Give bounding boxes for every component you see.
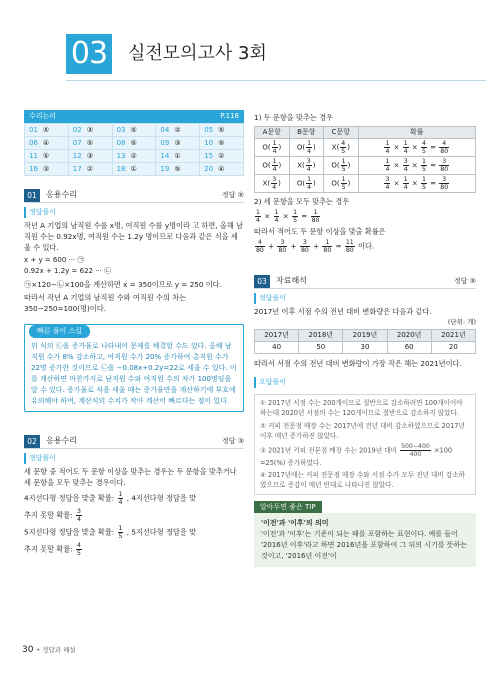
- answer-cell: [25, 124, 69, 137]
- change-value: 20: [431, 342, 475, 354]
- numerator: 3: [272, 176, 277, 183]
- denominator: 4: [307, 148, 312, 155]
- numerator: 4: [76, 541, 81, 549]
- table-cell: X( $\frac{3}{4}$ ): [289, 157, 324, 175]
- answer-number: 09: [160, 138, 170, 147]
- quick-tip-text: 위 식의 ㉡을 증가율로 나타내어 문제를 해결할 수도 있다. 올해 남직원 수가 8% 감소하고, 여직원 수가 20% 증가하여 총직원 수가 22명 증가한 것이므로 ㉡을 −0.08x+0.2y=22로 세울 수 있다. 이를 계산하면 마찬가지로 남직원 수와 여직원 수의 차가 100명임을 알 수 있다. 증가율로 식을 세울 때는 증가율만을 계산하기에 부호에 유의해야 하며, 계산식의 수치가 작아 계산이 빠르다는 점이 있다.: [31, 342, 237, 405]
- prob-text: 5지선다형 정답을 맞출 확률:: [24, 527, 115, 537]
- question-02-header: [24, 434, 244, 449]
- mark: O: [262, 161, 268, 170]
- answer-cell: [112, 163, 156, 176]
- mark: O: [262, 143, 268, 152]
- fraction: [311, 209, 321, 224]
- answer-choice: ④: [42, 138, 50, 147]
- mark: O: [296, 179, 303, 188]
- fraction: [403, 158, 409, 173]
- equation-1: x + y = 600 ··· ㉠: [24, 256, 85, 265]
- numerator: 11: [345, 239, 354, 247]
- fraction: [403, 176, 409, 191]
- bookstore-change-table: [254, 329, 476, 354]
- answer-number: 10: [204, 138, 214, 147]
- tip-title: '이전'과 '이후'의 의미: [261, 519, 329, 528]
- prob-text: 4지선다형 정답을 맞출 확률:: [24, 493, 115, 503]
- numerator: 1: [385, 158, 390, 165]
- prob-line-4: [24, 542, 244, 557]
- solution-label: 정답풀이: [24, 207, 244, 218]
- answer-cell: [25, 137, 69, 150]
- numerator: 4: [439, 140, 449, 148]
- change-value: 40: [255, 342, 299, 354]
- answer-row: [25, 137, 244, 150]
- table-cell: $\frac{1}{4}$ × $\frac{3}{4}$ × $\frac{1}{5}$ = $\frac{3}{80}$: [358, 157, 475, 175]
- table-row: [255, 157, 476, 175]
- year-header: 2021년: [431, 330, 475, 342]
- question-answer: 정답 ⑤: [221, 190, 244, 199]
- numerator: 500−400: [401, 442, 430, 450]
- fraction: [400, 443, 431, 458]
- numerator: 3: [76, 507, 81, 515]
- case-2-equation: $\frac{1}{4}$ × $\frac{1}{4}$ × $\frac{1}{5}$ = $\frac{1}{80}$: [256, 209, 320, 225]
- unit-label: (단위: 개): [447, 318, 476, 327]
- denominator: 80: [440, 166, 449, 173]
- answer-choice: ⑤: [86, 138, 93, 147]
- fraction: [255, 209, 261, 224]
- numerator: 1: [311, 209, 321, 217]
- answer-cell: [112, 150, 156, 163]
- numerator: 1: [118, 490, 123, 498]
- solution-text: 세 문항 중 적어도 두 문항 이상을 맞추는 경우는 두 문항을 맞추거나 세 문항을 모두 맞추는 경우이다.: [24, 467, 237, 488]
- answer-cell: [156, 163, 200, 176]
- denominator: 80: [300, 247, 309, 255]
- question-number: 01: [24, 189, 40, 202]
- answer-choice: ③: [174, 138, 181, 147]
- table-cell: $\frac{1}{4}$ × $\frac{1}{4}$ × $\frac{4}{5}$ = $\frac{4}{80}$: [358, 139, 475, 157]
- answer-cell: [68, 150, 112, 163]
- fraction: [271, 176, 277, 191]
- prob-line-2: [24, 508, 244, 523]
- change-value: 30: [343, 342, 387, 354]
- answer-cell: [68, 124, 112, 137]
- page-number: 30: [22, 645, 34, 655]
- denominator: 80: [440, 184, 449, 191]
- numerator: 3: [439, 176, 449, 184]
- denominator: 4: [385, 166, 390, 173]
- denominator: 4: [272, 166, 277, 173]
- page-footer: [22, 644, 76, 658]
- wrong-3-text: ③ 2021년 커피 전문점 매장 수는 2019년 대비: [260, 446, 397, 455]
- mark: O: [331, 179, 337, 188]
- numerator: 3: [277, 239, 287, 247]
- answer-cell: [25, 163, 69, 176]
- answer-choice: ⑤: [174, 164, 181, 173]
- table-cell: O( $\frac{1}{4}$ ): [255, 157, 290, 175]
- table-cell: X( $\frac{3}{4}$ ): [255, 175, 290, 193]
- answer-cell: [68, 137, 112, 150]
- numerator: 1: [272, 140, 277, 147]
- solution-label: 정답풀이: [24, 453, 244, 464]
- denominator: 5: [422, 148, 426, 155]
- denominator: 4: [274, 217, 279, 225]
- fraction: [340, 140, 346, 155]
- answer-cell: [156, 150, 200, 163]
- answer-number: 12: [72, 151, 82, 160]
- final-equation: $\frac{4}{80}$ + $\frac{3}{80}$ + $\frac{3}{80}$ + $\frac{1}{80}$ = $\frac{11}{80}$ 이다.: [256, 239, 375, 255]
- numerator: 1: [385, 140, 390, 147]
- denominator: 5: [422, 184, 426, 191]
- numerator: 1: [341, 158, 346, 165]
- answer-number: 18: [116, 164, 126, 173]
- wrong-3: [260, 443, 470, 468]
- numerator: 3: [300, 239, 310, 247]
- denominator: 5: [118, 532, 123, 540]
- quick-tip-title: 빠른 풀이 스킬: [29, 325, 90, 338]
- wrong-answer-label: 오답풀이: [254, 377, 476, 388]
- answer-cell: [156, 124, 200, 137]
- fraction: [341, 158, 347, 173]
- fraction: [345, 239, 355, 254]
- fraction: [421, 158, 427, 173]
- answer-number: 02: [72, 125, 82, 134]
- year-header: 2020년: [387, 330, 431, 342]
- denominator: 4: [272, 148, 277, 155]
- question-answer: 정답 ⑤: [453, 276, 476, 285]
- tip-body: '이전'과 '이후'는 기준이 되는 때를 포함하는 표현이다. 예를 들어 '2016년 이후'라고 하면 2016년을 포함하여 그 뒤의 시기를 뜻하는 것이고, '2016년 이전'이: [261, 530, 468, 560]
- numerator: 3: [306, 158, 311, 165]
- numerator: 1: [293, 209, 297, 217]
- right-column: [254, 110, 476, 567]
- numerator: 1: [256, 209, 260, 217]
- denominator: 4: [118, 498, 123, 506]
- fraction: [76, 508, 82, 523]
- answer-page: P.118: [220, 112, 239, 120]
- question-type: 자료해석: [276, 276, 307, 286]
- chapter-header: [0, 34, 500, 74]
- denominator: 4: [256, 217, 260, 225]
- table-cell: $\frac{3}{4}$ × $\frac{1}{4}$ × $\frac{1}{5}$ = $\frac{3}{80}$: [358, 175, 475, 193]
- equation-system: [24, 255, 244, 277]
- fraction: [341, 176, 347, 191]
- denominator: 5: [341, 148, 346, 155]
- tip-box: [254, 513, 476, 566]
- denominator: 4: [403, 166, 408, 173]
- denominator: 80: [278, 247, 287, 255]
- answer-choice: ③: [86, 151, 93, 160]
- answer-number: 04: [160, 125, 170, 134]
- fraction: [439, 158, 449, 173]
- fraction: [255, 239, 265, 254]
- answer-choice: ①: [130, 164, 137, 173]
- denominator: 4: [403, 148, 408, 155]
- denominator: 4: [272, 184, 277, 191]
- denominator: 5: [341, 184, 346, 191]
- answer-cell: [200, 124, 244, 137]
- answer-cell: [200, 163, 244, 176]
- answer-cell: [112, 137, 156, 150]
- denominator: 5: [341, 166, 346, 173]
- answer-number: 03: [116, 125, 126, 134]
- change-value: 50: [299, 342, 343, 354]
- denominator: 4: [76, 515, 81, 523]
- answer-number: 14: [160, 151, 170, 160]
- fraction: [272, 140, 278, 155]
- prob-text: 추지 못할 확률:: [24, 544, 73, 554]
- prob-line-1: [24, 491, 244, 506]
- numerator: 4: [422, 140, 426, 147]
- numerator: 1: [403, 176, 408, 183]
- answer-choice: ⑤: [218, 125, 225, 134]
- answer-number: 16: [29, 164, 38, 173]
- question-01-header: [24, 188, 244, 203]
- denominator: 5: [293, 217, 297, 225]
- answer-number: 08: [116, 138, 126, 147]
- numerator: 1: [422, 176, 426, 183]
- fraction: [272, 158, 278, 173]
- table-row: [255, 139, 476, 157]
- fraction: [118, 525, 124, 540]
- table-header: C문항: [324, 127, 359, 139]
- numerator: 1: [322, 239, 332, 247]
- answer-number: 19: [160, 164, 170, 173]
- answer-number: 20: [204, 164, 214, 173]
- denominator: 5: [76, 549, 81, 557]
- fraction: [300, 239, 310, 254]
- table-header: 확률: [358, 127, 475, 139]
- answer-cell: [68, 163, 112, 176]
- wrong-1: ① 2017년 서점 수는 200개이므로 절반으로 감소하려면 100개이어야 하는데 2020년 서점의 수는 120개이므로 절반으로 감소하지 않았다.: [260, 399, 463, 418]
- numerator: 1: [274, 209, 279, 217]
- numerator: 1: [307, 176, 312, 183]
- fraction: [384, 158, 390, 173]
- answer-choice: ⑤: [42, 151, 50, 160]
- header-rule: [66, 80, 486, 81]
- table-row: [255, 175, 476, 193]
- tip-heading: 알아두면 좋은 TIP: [254, 501, 322, 514]
- fraction: [421, 176, 427, 191]
- numerator: 3: [403, 158, 408, 165]
- prob-line-3: [24, 525, 244, 540]
- answer-choice: ①: [174, 151, 181, 160]
- equation-2: 0.92x + 1.2y = 622 ··· ㉡: [24, 267, 112, 276]
- table-header: B문항: [289, 127, 324, 139]
- answer-choice: ⑤: [130, 138, 137, 147]
- answer-number: 06: [29, 138, 38, 147]
- question-number: 02: [24, 435, 40, 448]
- numerator: 4: [341, 140, 346, 147]
- answer-number: 11: [29, 151, 38, 160]
- answer-number: 13: [116, 151, 126, 160]
- mark: X: [297, 161, 303, 170]
- table-cell: O( $\frac{1}{4}$ ): [289, 175, 324, 193]
- answer-row: [25, 124, 244, 137]
- answer-choice: ③: [86, 125, 93, 134]
- case-1-heading: 1) 두 문항을 맞추는 경우: [254, 113, 334, 122]
- year-header: 2018년: [299, 330, 343, 342]
- denominator: 80: [323, 247, 332, 255]
- solution-conclusion: 따라서 서점 수의 전년 대비 변화량이 가장 작은 해는 2021년이다.: [254, 359, 462, 369]
- prob-text: , 5지선다형 정답을 맞: [126, 527, 197, 537]
- answer-row: [25, 163, 244, 176]
- solution-step: ㉠×120−㉡×100을 계산하면 x = 350이므로 y = 250 이다.: [24, 280, 222, 289]
- fraction: [384, 140, 390, 155]
- answer-cell: [200, 150, 244, 163]
- answer-cell: [25, 150, 69, 163]
- denominator: 4: [403, 184, 408, 191]
- answer-cell: [156, 137, 200, 150]
- wrong-4: ④ 2017년에는 커피 전문점 매장 수와 서점 수가 모두 전년 대비 감소하였으므로 증감이 매년 반대로 나타나진 않았다.: [260, 471, 465, 490]
- fraction: [118, 491, 124, 506]
- probability-table: [254, 126, 476, 193]
- numerator: 1: [403, 140, 408, 147]
- left-column: [24, 110, 244, 557]
- answer-choice: ②: [218, 151, 225, 160]
- quick-tip-box: [24, 324, 244, 412]
- answer-grid: [24, 123, 244, 176]
- answer-number: 01: [29, 125, 38, 134]
- numerator: 4: [255, 239, 265, 247]
- denominator: 5: [422, 166, 426, 173]
- denominator: 400: [409, 450, 422, 458]
- fraction: [384, 176, 390, 191]
- mark: O: [296, 143, 303, 152]
- answer-choice: ⑤: [130, 125, 137, 134]
- fraction: [306, 176, 312, 191]
- denominator: 4: [385, 184, 390, 191]
- chapter-title: 실전모의고사 3회: [128, 43, 267, 64]
- case-2-heading: 2) 세 문항을 모두 맞추는 경우: [254, 197, 350, 206]
- answer-choice: ②: [130, 151, 137, 160]
- table-cell: O( $\frac{1}{5}$ ): [324, 175, 359, 193]
- answer-section: 수리논리: [29, 112, 57, 120]
- answer-cell: [112, 124, 156, 137]
- fraction: [403, 140, 409, 155]
- answer-number: 07: [72, 138, 82, 147]
- solution-text: 작년 A 기업의 남직원 수를 x명, 여직원 수를 y명이라 고 하면, 올해 남직원 수는 0.92x명, 여직원 수는 1.2y 명이므로 다음과 같은 식을 세울 수 있다.: [24, 220, 243, 253]
- answer-cell: [200, 137, 244, 150]
- numerator: 1: [341, 176, 346, 183]
- answer-choice: ②: [174, 125, 181, 134]
- answer-choice: ③: [42, 164, 50, 173]
- footer-label: • 정답과 해설: [36, 646, 76, 654]
- conclusion-text: 따라서 적어도 두 문항 이상을 맞출 확률은: [254, 227, 386, 237]
- question-type: 응용수리: [46, 436, 77, 446]
- answer-number: 15: [204, 151, 214, 160]
- year-header: 2019년: [343, 330, 387, 342]
- answer-choice: ②: [86, 164, 93, 173]
- denominator: 80: [345, 247, 354, 255]
- fraction: [292, 209, 298, 224]
- denominator: 80: [440, 148, 449, 155]
- solution-conclusion: 따라서 작년 A 기업의 남직원 수와 여직원 수의 차는 350−250=100(명)이다.: [24, 293, 187, 314]
- numerator: 1: [307, 140, 312, 147]
- answer-number: 05: [204, 125, 214, 134]
- fraction: [306, 140, 312, 155]
- mark: X: [331, 143, 337, 152]
- solution-text: 2017년 이후 서점 수의 전년 대비 변화량은 다음과 같다.: [254, 307, 432, 317]
- wrong-3-text: ×100 =25(%) 증가하였다.: [260, 446, 453, 467]
- question-number: 03: [254, 275, 270, 288]
- table-cell: O( $\frac{1}{4}$ ): [255, 139, 290, 157]
- fraction: [277, 239, 287, 254]
- answer-number: 17: [72, 164, 82, 173]
- fraction: [439, 176, 449, 191]
- question-type: 응용수리: [46, 189, 77, 199]
- numerator: 1: [272, 158, 277, 165]
- numerator: 1: [422, 158, 426, 165]
- numerator: 1: [118, 524, 123, 532]
- change-value: 60: [387, 342, 431, 354]
- answer-row: [25, 150, 244, 163]
- chapter-number: 03: [66, 34, 112, 74]
- wrong-answer-box: [254, 394, 476, 495]
- year-header: 2017년: [255, 330, 299, 342]
- table-cell: O( $\frac{1}{4}$ ): [289, 139, 324, 157]
- table-cell: O( $\frac{1}{5}$ ): [324, 157, 359, 175]
- numerator: 3: [439, 158, 449, 166]
- table-header: A문항: [255, 127, 290, 139]
- mark: O: [331, 161, 337, 170]
- denominator: 4: [306, 166, 311, 173]
- fraction: [322, 239, 332, 254]
- question-03-header: [254, 274, 476, 289]
- question-answer: 정답 ③: [221, 436, 244, 445]
- table-cell: X( $\frac{4}{5}$ ): [324, 139, 359, 157]
- answer-choice: ⑤: [218, 138, 225, 147]
- fraction: [439, 140, 449, 155]
- answer-grid-header: [24, 110, 244, 123]
- solution-label: 정답풀이: [254, 293, 476, 304]
- prob-text: 추지 못할 확률:: [24, 510, 73, 520]
- answer-choice: ⑤: [42, 125, 50, 134]
- denominator: 4: [307, 184, 312, 191]
- fraction: [76, 542, 82, 557]
- denominator: 80: [311, 217, 320, 225]
- denominator: 80: [256, 247, 264, 255]
- fraction: [306, 158, 312, 173]
- prob-text: , 4지선다형 정답을 맞: [126, 493, 197, 503]
- wrong-2: ② 커피 전문점 매장 수는 2017년에 전년 대비 감소하였으므로 2017년 이후 매년 증가하진 않았다.: [260, 421, 465, 440]
- denominator: 4: [385, 148, 390, 155]
- answer-choice: ④: [218, 164, 225, 173]
- mark: X: [262, 179, 268, 188]
- numerator: 3: [385, 176, 390, 183]
- fraction: [421, 140, 427, 155]
- fraction: [274, 209, 280, 224]
